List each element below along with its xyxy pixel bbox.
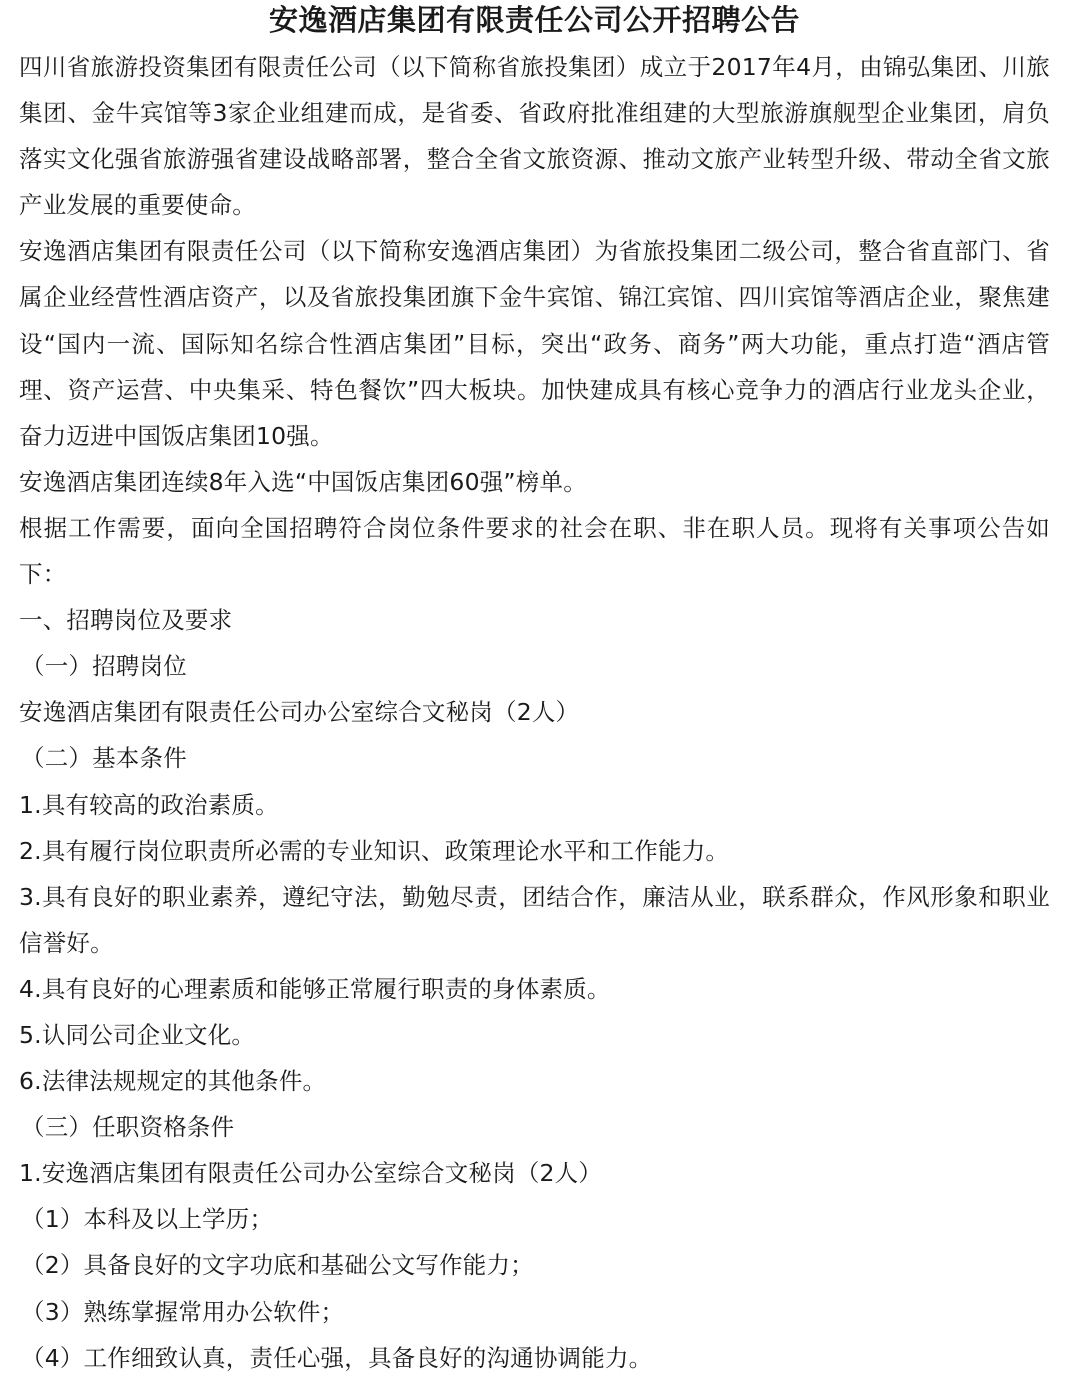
qualification-position-line: 1.安逸酒店集团有限责任公司办公室综合文秘岗（2人） [19,1159,603,1188]
basic-condition-item: 5.认同公司企业文化。 [19,1020,256,1049]
subsection-heading-qualifications: （三）任职资格条件 [21,1113,235,1142]
subsection-heading-basic-conditions: （二）基本条件 [21,744,187,773]
intro-paragraph-hotel-group: 安逸酒店集团有限责任公司（以下简称安逸酒店集团）为省旅投集团二级公司，整合省直部门、省属企业经营性酒店资产，以及省旅投集团旗下金牛宾馆、锦江宾馆、四川宾馆等酒店企业，聚焦建设“国内一流、国际知名综合性酒店集团”目标，突出“政务、商务”两大功能，重点打造“酒店管理、资产运营、中央集采、特色餐饮”四大板块。加快建成具有核心竞争力的酒店行业龙头企业，奋力迈进中国饭店集团10强。 [19,237,1050,450]
intro-paragraph-recruitment: 根据工作需要，面向全国招聘符合岗位条件要求的社会在职、非在职人员。现将有关事项公告如下： [19,513,1050,589]
qualification-item: （3）熟练掌握常用办公软件； [21,1297,345,1326]
basic-condition-item: 4.具有良好的心理素质和能够正常履行职责的身体素质。 [19,974,611,1003]
basic-condition-item: 3.具有良好的职业素养，遵纪守法，勤勉尽责，团结合作，廉洁从业，联系群众，作风形象和职业信誉好。 [19,882,1050,957]
intro-paragraph-provincial-group: 四川省旅游投资集团有限责任公司（以下简称省旅投集团）成立于2017年4月，由锦弘集团、川旅集团、金牛宾馆等3家企业组建而成，是省委、省政府批准组建的大型旅游旗舰型企业集团，肩负落实文化强省旅游强省建设战略部署，整合全省文旅资源、推动文旅产业转型升级、带动全省文旅产业发展的重要使命。 [19,53,1050,220]
qualification-item: （4）工作细致认真，责任心强，具备良好的沟通协调能力。 [21,1343,653,1372]
section-heading-positions: 一、招聘岗位及要求 [19,606,233,635]
document-title: 安逸酒店集团有限责任公司公开招聘公告 [268,3,800,37]
basic-condition-item: 2.具有履行岗位职责所必需的专业知识、政策理论水平和工作能力。 [19,836,730,865]
qualification-item: （1）本科及以上学历； [21,1205,274,1234]
basic-condition-item: 6.法律法规规定的其他条件。 [19,1067,327,1096]
basic-condition-item: 1.具有较高的政治素质。 [19,790,279,819]
intro-paragraph-ranking: 安逸酒店集团连续8年入选“中国饭店集团60强”榜单。 [19,467,587,496]
qualification-item: （2）具备良好的文字功底和基础公文写作能力； [21,1251,534,1280]
position-line: 安逸酒店集团有限责任公司办公室综合文秘岗（2人） [19,698,580,727]
subsection-heading-positions: （一）招聘岗位 [21,652,187,681]
